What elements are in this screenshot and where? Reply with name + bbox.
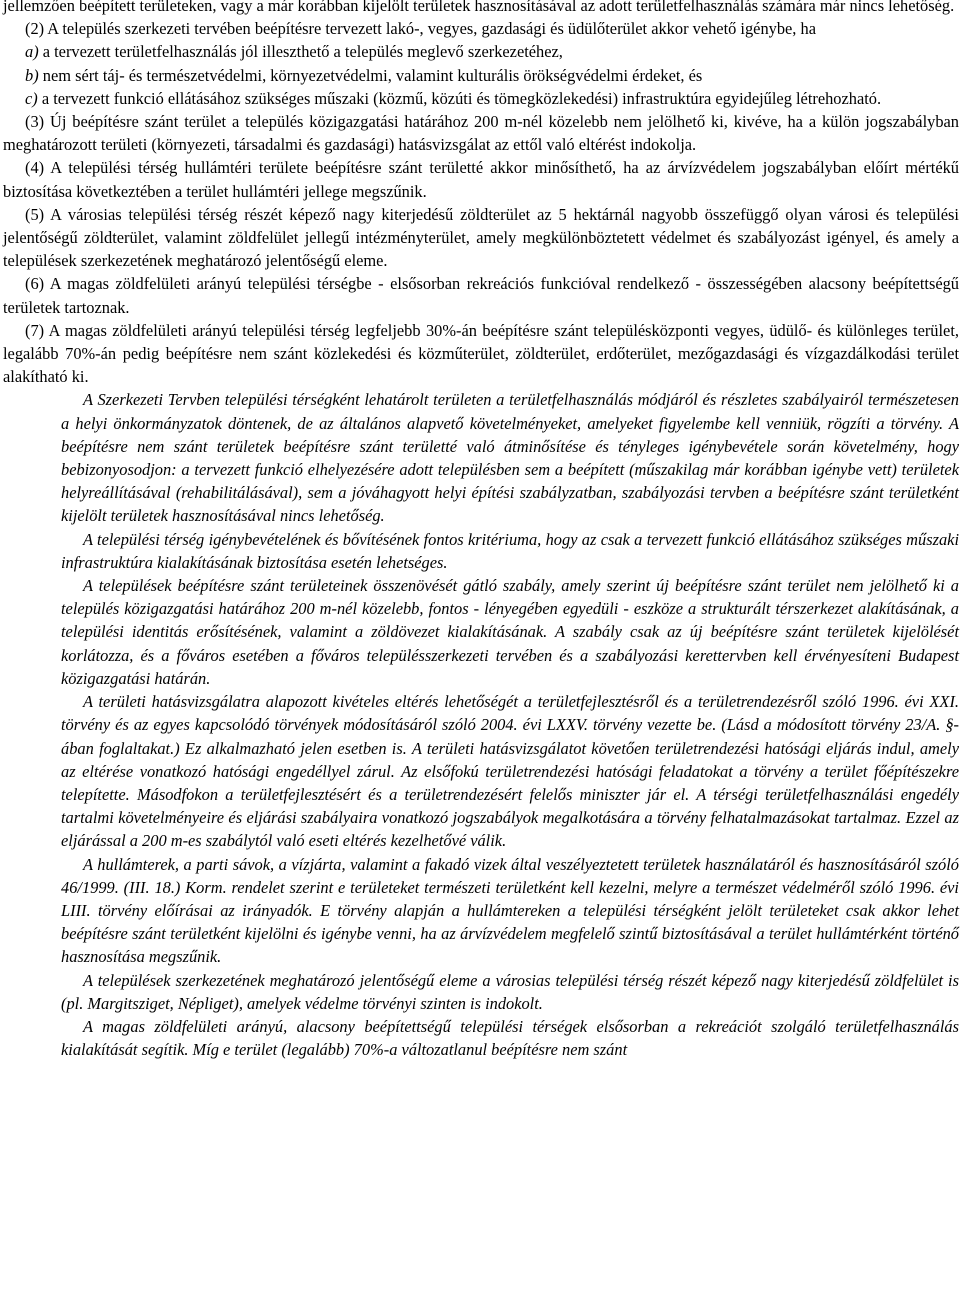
commentary-paragraph-7: A magas zöldfelületi arányú, alacsony beépítettségű települési térségek elsősorban a rekreációt szolgáló területfelhasználás kialakítását segítik. Míg e terület (legalább) 70%-a változatlanul beépítésre nem szánt xyxy=(61,1016,959,1060)
law-paragraph-6: (6) A magas zöldfelületi arányú települési térségbe - elsősorban rekreációs funkcióval rendelkező - összességében alacsony beépítettségű területek tartoznak. xyxy=(3,274,959,317)
point-b-marker: b) xyxy=(25,65,39,85)
point-b-text: nem sért táj- és természetvédelmi, környezetvédelmi, valamint kulturális örökségvédelmi érdeket, és xyxy=(38,65,703,85)
law-paragraph-2-point-a xyxy=(3,40,959,63)
law-paragraph-2-point-c xyxy=(3,87,959,110)
law-paragraph-2-intro: (2) A település szerkezeti tervében beépítésre tervezett lakó-, vegyes, gazdasági és üdülőterület akkor vehető igénybe, ha xyxy=(25,19,816,39)
law-paragraph-7: (7) A magas zöldfelületi arányú települési térség legfeljebb 30%-án beépítésre szánt településközponti vegyes, üdülő- és különleges terület, legalább 70%-án pedig beépítésre nem szánt közlekedési és közműterület, zöldterület, erdőterület, mezőgazdasági és vízgazdálkodási terület alakítható ki. xyxy=(3,320,959,387)
commentary-paragraph-6: A települések szerkezetének meghatározó jelentőségű eleme a városias települési térség részét képező nagy kiterjedésű zöldfelület is (pl. Margitsziget, Népliget), amelyek védelme törvényi szinten is indokolt. xyxy=(61,970,959,1013)
commentary-paragraph-2: A települési térség igénybevételének és bővítésének fontos kritériuma, hogy az csak a tervezett funkció ellátásához szükséges műszaki infrastruktúra kialakításának biztosítása esetén lehetséges. xyxy=(61,529,959,572)
law-paragraph-3: (3) Új beépítésre szánt terület a település közigazgatási határához 200 m-nél közelebb nem jelölhető ki, kivéve, ha a külön jogszabályban meghatározott területi (környezeti, társadalmi és gazdasági) hatásvizsgálat az ettől való eltérést indokolja. xyxy=(3,112,959,155)
point-a-marker: a) xyxy=(25,42,39,62)
commentary-paragraph-4: A területi hatásvizsgálatra alapozott kivételes eltérés lehetőségét a területfejlesztésről és a területrendezésről szóló 1996. évi XXI. törvény és az egyes kapcsolódó törvények módosításáról szóló 2004. évi LXXV. törvény vezette be. (Lásd a módosított törvény 23/A. §-ában foglaltakat.) Ez alkalmazható jelen esetben is. A területi hatásvizsgálatot követően területrendezési hatósági eljárás indul, amely az eltérése vonatkozó hatósági engedéllyel zárul. Az elsőfokú területrendezési hatósági feladatokat a törvény a terület főépítészekre telepítette. Másodfokon a területfejlesztésért és a területrendezésért felelős miniszter jár el. A térségi területfelhasználási engedély tartalmi követelményeire és eljárási szabályaira vonatkozó jogszabályok megalkotására a törvény felhatalmazásokat tartalmaz. Ezzel az eljárással a 200 m-es szabálytól való eseti eltérés kezelhetővé válik. xyxy=(61,692,959,851)
point-c-marker: c) xyxy=(25,88,38,108)
point-c-text: a tervezett funkció ellátásához szükséges műszaki (közmű, közúti és tömegközlekedési) infrastruktúra egyidejűleg létrehozható. xyxy=(37,88,882,108)
commentary-paragraph-5: A hullámterek, a parti sávok, a vízjárta, valamint a fakadó vizek által veszélyeztetett területek használatáról és hasznosításáról szóló 46/1999. (III. 18.) Korm. rendelet szerint e területeket természeti területként kell kezelni, melyre a természet védelméről szóló 1996. évi LIII. törvény előírásai az irányadók. E törvény alapján a hullámtereken a települési térségként jelölt területeket csak akkor lehet beépítésre szánt területként kijelölni és igénybe venni, ha az árvízvédelem megfelelő szintű biztosításával a terület hullámtérként történő hasznosítása megszűnik. xyxy=(61,854,959,967)
law-paragraph-4: (4) A települési térség hullámtéri területe beépítésre szánt területté akkor minősíthető, ha az árvízvédelem jogszabályban előírt mértékű biztosítása következtében a terület hullámtéri jellege megszűnik. xyxy=(3,158,959,201)
commentary-paragraph-1: A Szerkezeti Tervben települési térségként lehatárolt területen a területfelhasználás módjáról és részletes szabályairól természetesen a helyi önkormányzatok döntenek, de az általános alapvető követelményeket, amelyeket figyelembe kell venniük, rögzíti a törvény. A beépítésre nem szánt területek beépítésre szánt területté való átminősítése és tényleges igénybevétele során követelmény, hogy bebizonyosodjon: a tervezett funkció elhelyezésére adott településben sem a beépített (műszakilag már korábban igénybe vett) területek helyreállításával (rehabilitálásával), sem a jóváhagyott helyi építési szabályzatban, szabályozási tervben a beépítésre szánt területként kijelölt területek hasznosításával nincs lehetőség. xyxy=(61,390,959,526)
commentary-paragraph-3: A települések beépítésre szánt területeinek összenövését gátló szabály, amely szerint új beépítésre szánt terület nem jelölhető ki a település közigazgatási határához 200 m-nél közelebb, fontos - lényegében egyedüli - eszköze a strukturált térszerkezet alakításának, a települési identitás erősítésének, valamint a zöldövezet kialakításának. A szabály csak az új beépítésre szánt területek kijelölését korlátozza, és a főváros esetében a főváros településszerkezeti tervében és a szabályozási kerettervben kell érvényesíteni Budapest közigazgatási határán. xyxy=(61,576,959,688)
point-a-text: a tervezett területfelhasználás jól illeszthető a település meglevő szerkezetéhez, xyxy=(38,42,563,62)
law-lead-paragraph: jellemzően beépített területeken, vagy a már korábban kijelölt területek hasznosításával az adott területfelhasználás számára már nincs lehetőség. xyxy=(3,0,955,15)
law-paragraph-2-point-b xyxy=(3,64,959,87)
law-paragraph-5: (5) A városias települési térség részét képező nagy kiterjedésű zöldterület az 5 hektárnál nagyobb összefüggő olyan városi és települési jelentőségű zöldterület, valamint zöldfelület jellegű intézményterület, amely megkülönböztetett védelmet és szabályozást igényel, és amely a települések szerkezetének meghatározó jelentőségű eleme. xyxy=(3,204,959,271)
